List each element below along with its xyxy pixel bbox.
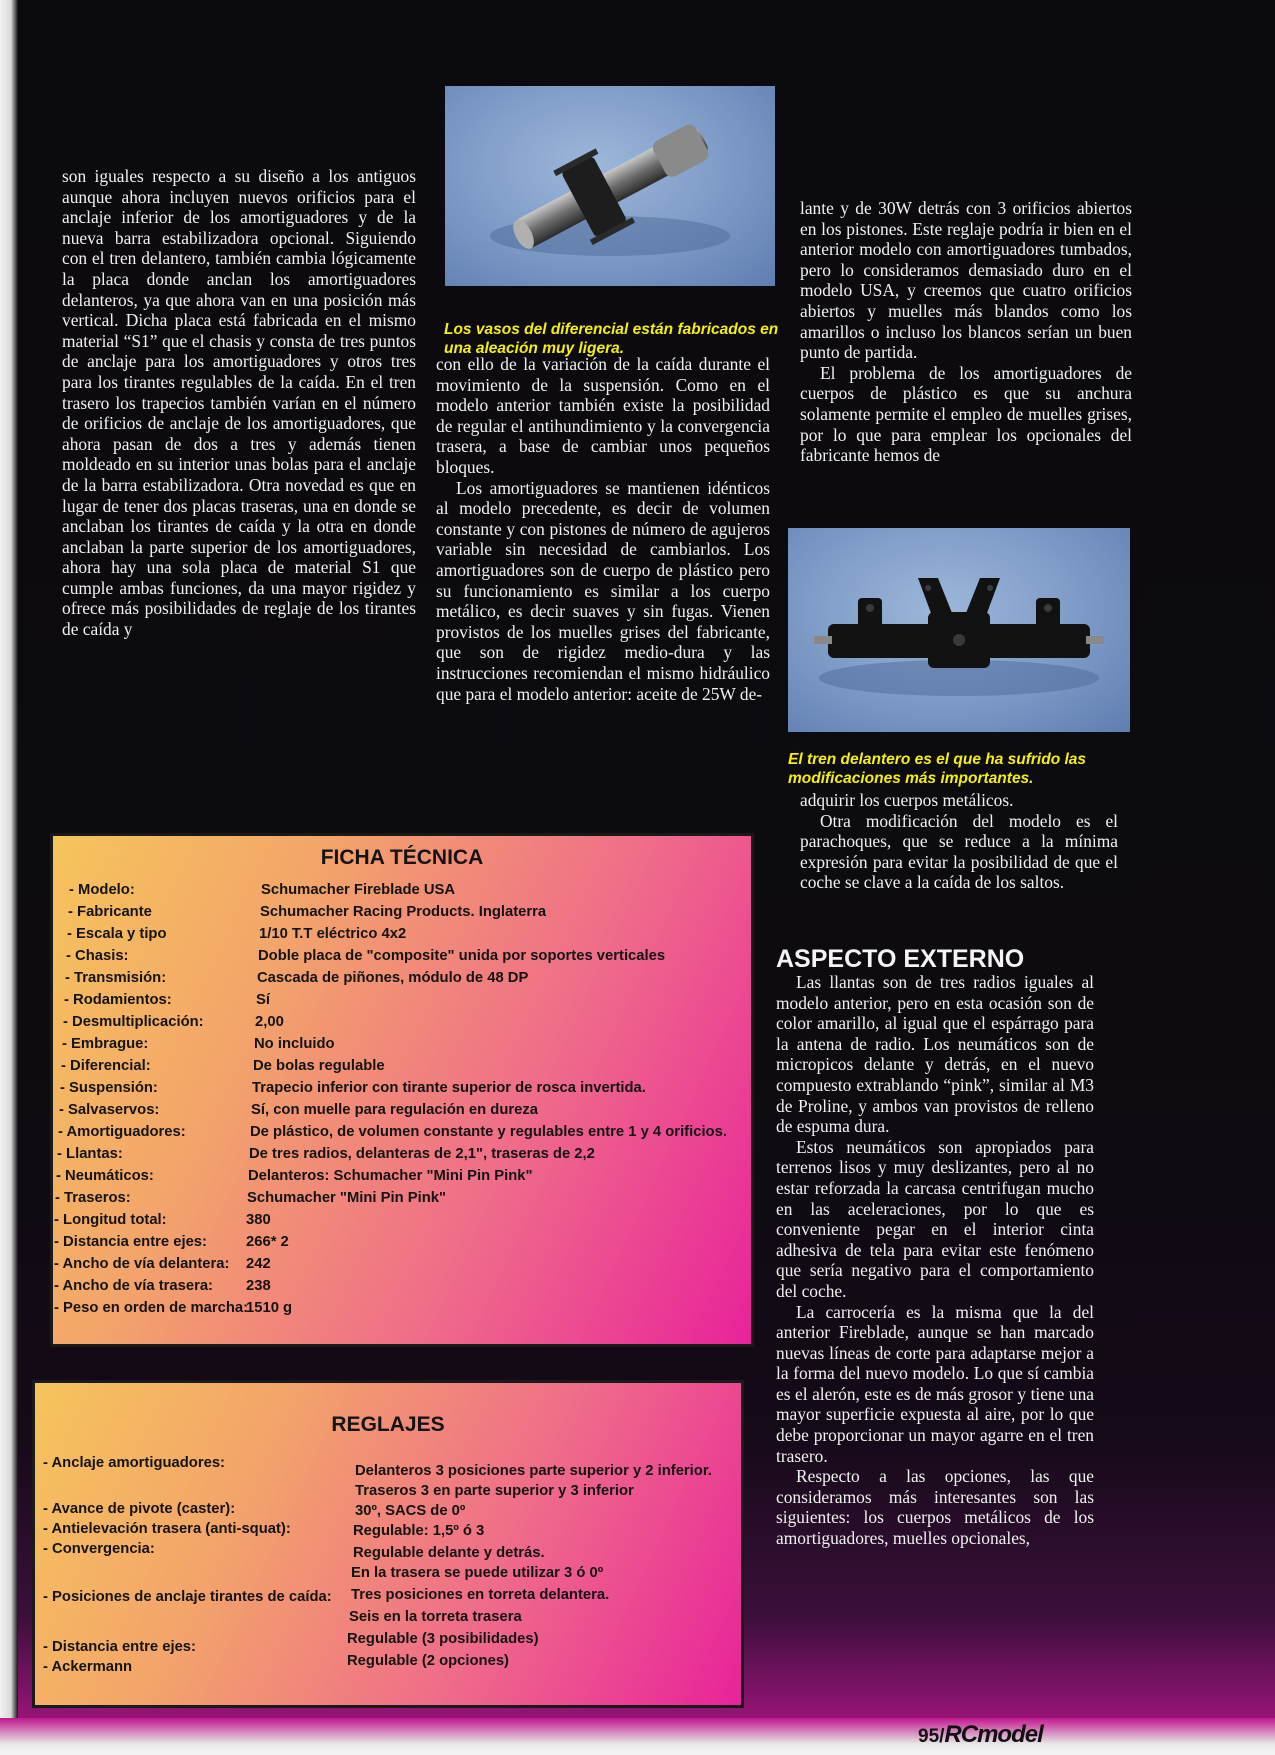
setup-label: - Convergencia: xyxy=(43,1541,155,1557)
ficha-title: FICHA TÉCNICA xyxy=(320,846,484,869)
article-column-2 xyxy=(436,354,770,704)
spec-label: - Rodamientos: xyxy=(64,992,172,1008)
spec-value: 1510 g xyxy=(246,1300,293,1316)
spec-label: - Longitud total: xyxy=(54,1212,167,1228)
spec-label: - Fabricante xyxy=(68,904,152,920)
spec-value: No incluido xyxy=(254,1036,335,1052)
article-paragraph: Respecto a las opciones, las que consideramos más interesantes son las siguientes: los cuerpos metálicos de los amortiguadores, muelles opcionales, xyxy=(776,1466,1094,1549)
spec-label: - Chasis: xyxy=(66,948,129,964)
spec-value: 266* 2 xyxy=(246,1234,289,1250)
article-column-3-bottom xyxy=(776,972,1094,1549)
spec-label: - Transmisión: xyxy=(65,970,167,986)
setup-label: - Avance de pivote (caster): xyxy=(43,1501,236,1517)
setup-label: - Anclaje amortiguadores: xyxy=(43,1455,225,1471)
section-heading: ASPECTO EXTERNO xyxy=(776,945,1025,973)
spec-label: - Ancho de vía trasera: xyxy=(54,1278,213,1294)
photo-caption-1: Los vasos del diferencial están fabricados en una aleación muy ligera. xyxy=(444,321,779,357)
spec-label: - Modelo: xyxy=(69,882,135,898)
page-edge-bottom xyxy=(0,1718,1275,1755)
reglajes-box xyxy=(32,1380,744,1708)
spec-value: 1/10 T.T eléctrico 4x2 xyxy=(259,926,407,942)
setup-value: Traseros 3 en parte superior y 3 inferior xyxy=(355,1483,634,1499)
spec-value: Schumacher Racing Products. Inglaterra xyxy=(260,904,547,920)
magazine-logo: RCmodel xyxy=(944,1721,1043,1748)
spec-label: - Traseros: xyxy=(55,1190,131,1206)
article-paragraph: La carrocería es la misma que la del anterior Fireblade, aunque se han marcado nuevas líneas de corte para adaptarse mejor a la forma del nuevo modelo. Lo que sí cambia es el alerón, este es de más grosor y tiene una mayor superficie expuesta al aire, por lo que debe proporcionar un mayor agarre en el tren trasero. xyxy=(776,1301,1094,1466)
article-paragraph: Las llantas son de tres radios iguales al modelo anterior, pero en esta ocasión son de color amarillo, al igual que el espárrago para la antena de radio. Los neumáticos son de micropicos delante y detrás, en el nuevo compuesto extrablando “pink”, similar al M3 de Proline, y ambos van provistos de relleno de espuma dura. xyxy=(776,972,1094,1137)
front-suspension-image xyxy=(788,528,1130,732)
spec-label: - Suspensión: xyxy=(60,1080,158,1096)
page-number: 95/ xyxy=(918,1726,945,1747)
article-column-3-top xyxy=(800,198,1132,466)
setup-value: Tres posiciones en torreta delantera. xyxy=(351,1587,610,1603)
article-paragraph: con ello de la variación de la caída durante el movimiento de la suspensión. Como en el modelo anterior también existe la posibilidad de regular el antihundimiento y la convergencia trasera, a base de cambiar unos pequeños bloques. xyxy=(436,354,770,477)
spec-label: - Embrague: xyxy=(62,1036,149,1052)
spec-value: Sí xyxy=(256,992,270,1008)
spec-label: - Neumáticos: xyxy=(56,1168,154,1184)
spec-label: - Desmultiplicación: xyxy=(63,1014,204,1030)
spec-value: Sí, con muelle para regulación en dureza xyxy=(251,1102,538,1118)
setup-label: - Posiciones de anclaje tirantes de caída: xyxy=(43,1589,332,1605)
spec-label: - Ancho de vía delantera: xyxy=(54,1256,230,1272)
spec-value: De plástico, de volumen constante y regulables entre 1 y 4 orificios. xyxy=(250,1124,727,1140)
spec-value: De tres radios, delanteras de 2,1", traseras de 2,2 xyxy=(249,1146,595,1162)
spec-label: - Peso en orden de marcha: xyxy=(54,1300,249,1316)
spec-value: Cascada de piñones, módulo de 48 DP xyxy=(257,970,529,986)
setup-value: Regulable (2 opciones) xyxy=(347,1653,509,1669)
spec-value: Trapecio inferior con tirante superior de rosca invertida. xyxy=(252,1080,646,1096)
setup-value: Seis en la torreta trasera xyxy=(349,1609,522,1625)
page-edge-left xyxy=(0,0,18,1755)
article-column-1 xyxy=(62,166,416,640)
article-column-3-middle xyxy=(800,790,1118,893)
front-suspension-photo xyxy=(788,528,1130,732)
setup-label: - Ackermann xyxy=(43,1659,133,1675)
article-paragraph: Otra modificación del modelo es el parachoques, que se reduce a la mínima expresión para evitar la posibilidad de que el coche se clave a la caída de los saltos. xyxy=(800,810,1118,893)
setup-label: - Distancia entre ejes: xyxy=(43,1639,196,1655)
page-footer xyxy=(918,1721,1043,1749)
article-paragraph: adquirir los cuerpos metálicos. xyxy=(800,790,1014,810)
spec-label: - Distancia entre ejes: xyxy=(54,1234,207,1250)
article-paragraph: son iguales respecto a su diseño a los antiguos aunque ahora incluyen nuevos orificios para el anclaje inferior de los amortiguadores y de la nueva barra estabilizadora opcional. Siguiendo con el tren delantero, también cambia lógicamente la placa donde anclan los amortiguadores delanteros, ya que ahora van en una posición más vertical. Dicha placa está fabricada en el mismo material “S1” que el chasis y consta de tres puntos de anclaje para los amortiguadores y otros tres para los tirantes regulables de la caída. En el tren trasero los trapecios también varían en el número de orificios de anclaje de los amortiguadores, que ahora pasan de dos a tres y además tienen moldeado en su interior unas bolas para el anclaje de la barra estabilizadora. Otra novedad es que en lugar de tener dos placas traseras, una en donde se anclaban los tirantes de caída y la otra en donde anclaban la parte superior de los amortiguadores, ahora hay una sola placa de material S1 que cumple ambas funciones, da una mayor rigidez y ofrece más posibilidades de reglaje de los tirantes de caída y xyxy=(62,166,416,640)
spec-label: - Llantas: xyxy=(57,1146,123,1162)
setup-value: Regulable: 1,5º ó 3 xyxy=(353,1523,485,1539)
article-paragraph: El problema de los amortiguadores de cuerpos de plástico es que su anchura solamente permite el empleo de muelles grises, por lo que para emplear los opcionales del fabricante hemos de xyxy=(800,362,1132,466)
spec-label: - Amortiguadores: xyxy=(58,1124,186,1140)
spec-label: - Escala y tipo xyxy=(67,926,167,942)
ficha-tecnica-box xyxy=(50,833,754,1347)
photo-caption-2: El tren delantero es el que ha sufrido las modificaciones más importantes. xyxy=(788,751,1087,787)
spec-value: De bolas regulable xyxy=(253,1058,385,1074)
reglajes-title: REGLAJES xyxy=(331,1413,445,1436)
setup-label: - Antielevación trasera (anti-squat): xyxy=(43,1521,291,1537)
differential-photo xyxy=(445,86,775,286)
spec-value: Schumacher Fireblade USA xyxy=(261,882,456,898)
spec-label: - Diferencial: xyxy=(61,1058,151,1074)
setup-value: Delanteros 3 posiciones parte superior y 2 inferior. xyxy=(355,1463,712,1479)
setup-value: Regulable delante y detrás. xyxy=(353,1545,545,1561)
spec-value: Delanteros: Schumacher "Mini Pin Pink" xyxy=(248,1168,533,1184)
article-paragraph: lante y de 30W detrás con 3 orificios abiertos en los pistones. Este reglaje podría ir bien en el anterior modelo con amortiguadores tumbados, pero lo consideramos demasiado duro en el modelo USA, y creemos que cuatro orificios abiertos y muelles más blandos como los amarillos o incluso los blancos serían un buen punto de partida. xyxy=(800,198,1132,363)
article-paragraph: Los amortiguadores se mantienen idénticos al modelo precedente, es decir de volumen constante y con pistones de número de agujeros variable sin necesidad de cambiarlos. Los amortiguadores son de cuerpo de plástico pero su funcionamiento es similar a los cuerpo metálico, es decir suaves y sin fugas. Vienen provistos de los muelles grises del fabricante, que son de rigidez medio-dura y las instrucciones recomiendan el mismo hidráulico que para el modelo anterior: aceite de 25W de- xyxy=(436,477,770,704)
spec-value: 242 xyxy=(246,1256,271,1272)
article-paragraph: Estos neumáticos son apropiados para terrenos lisos y muy deslizantes, pero al no estar reforzada la carcasa centrifugan mucho en las aceleraciones, por lo que es conveniente pegar en el interior cinta adhesiva de tela para evitar este fenómeno que sería negativo para el comportamiento del coche. xyxy=(776,1136,1094,1301)
spec-value: 2,00 xyxy=(255,1014,284,1030)
setup-value: 30º, SACS de 0º xyxy=(355,1503,466,1519)
spec-value: Doble placa de "composite" unida por soportes verticales xyxy=(258,948,666,964)
spec-label: - Salvaservos: xyxy=(59,1102,160,1118)
spec-value: Schumacher "Mini Pin Pink" xyxy=(247,1190,447,1206)
spec-value: 380 xyxy=(246,1212,271,1228)
setup-value: Regulable (3 posibilidades) xyxy=(347,1631,539,1647)
spec-value: 238 xyxy=(246,1278,271,1294)
differential-image xyxy=(445,86,775,286)
setup-value: En la trasera se puede utilizar 3 ó 0º xyxy=(351,1565,604,1581)
